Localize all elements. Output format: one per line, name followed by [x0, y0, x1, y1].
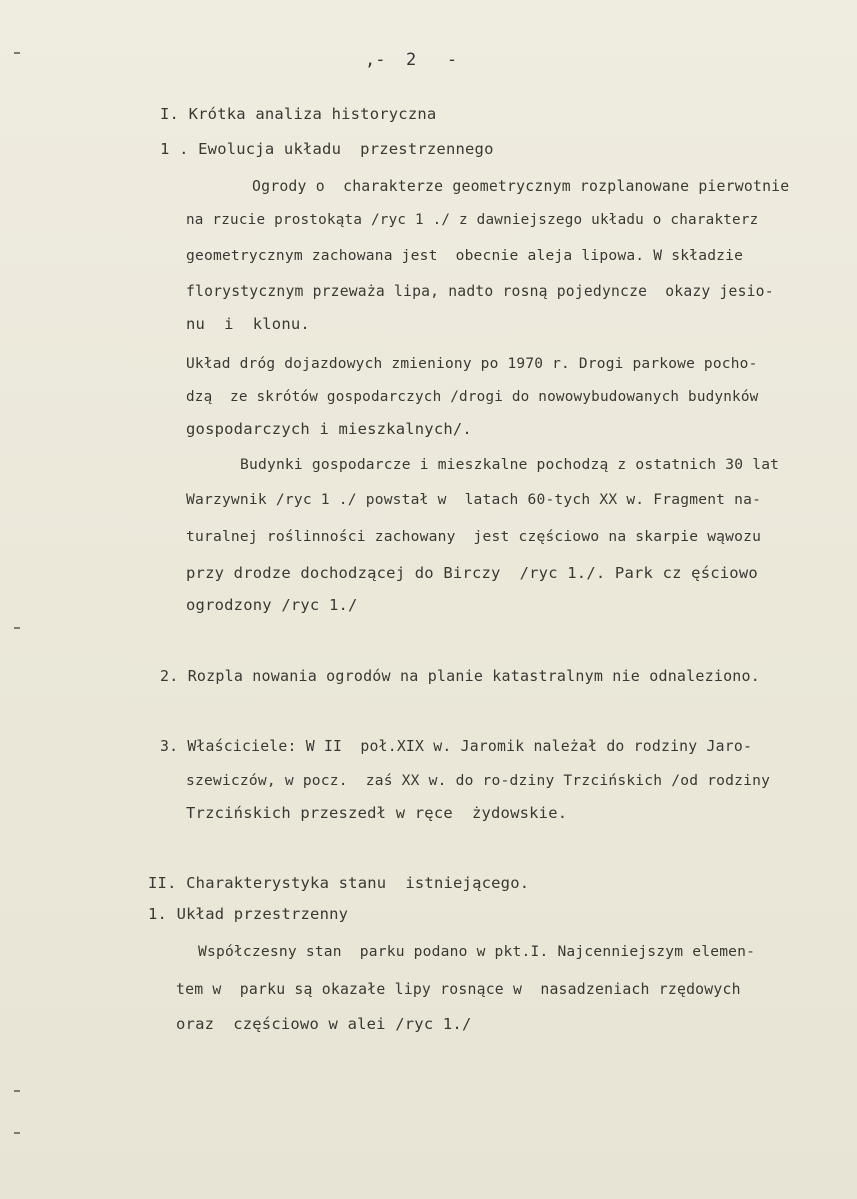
paragraph-line: na rzucie prostokąta /ryc 1 ./ z dawniejszego układu o charakterz	[186, 212, 759, 228]
paragraph-line: Ogrody o charakterze geometrycznym rozplanowane pierwotnie	[252, 178, 790, 195]
paragraph-line: dzą ze skrótów gospodarczych /drogi do nowowybudowanych budynków	[186, 389, 759, 405]
paragraph-line: Warzywnik /ryc 1 ./ powstał w latach 60-tych XX w. Fragment na-	[186, 491, 762, 508]
section-heading-2: II. Charakterystyka stanu istniejącego.	[148, 874, 530, 892]
paragraph-line: Trzcińskich przeszedł w ręce żydowskie.	[186, 804, 568, 822]
margin-mark	[14, 52, 20, 54]
margin-mark	[14, 1132, 20, 1134]
paragraph-line: przy drodze dochodzącej do Birczy /ryc 1./. Park cz ęściowo	[186, 564, 758, 582]
paragraph-line: Układ dróg dojazdowych zmieniony po 1970 r. Drogi parkowe pocho-	[186, 356, 758, 372]
paragraph-line: geometrycznym zachowana jest obecnie aleja lipowa. W składzie	[186, 247, 744, 264]
paragraph-line: szewiczów, w pocz. zaś XX w. do ro-dziny Trzcińskich /od rodziny	[186, 772, 771, 789]
section-heading-1: I. Krótka analiza historyczna	[160, 105, 437, 123]
paragraph-line: florystycznym przeważa lipa, nadto rosną pojedyncze okazy jesio-	[186, 283, 774, 300]
paragraph-line: ogrodzony /ryc 1./	[186, 596, 358, 614]
margin-mark	[14, 627, 20, 629]
paragraph-line: turalnej roślinności zachowany jest częściowo na skarpie wąwozu	[186, 528, 762, 545]
page-number: ,- 2 -	[365, 50, 458, 70]
margin-mark	[14, 1090, 20, 1092]
paragraph-line: oraz częściowo w alei /ryc 1./	[176, 1015, 472, 1033]
subsection-heading-2: 1. Układ przestrzenny	[148, 905, 349, 923]
subsection-heading-1: 1 . Ewolucja układu przestrzennego	[160, 140, 494, 158]
paragraph-line: gospodarczych i mieszkalnych/.	[186, 420, 472, 438]
paragraph-line: nu i klonu.	[186, 315, 310, 333]
paragraph-line: Współczesny stan parku podano w pkt.I. Najcenniejszym elemen-	[198, 943, 756, 960]
numbered-item-2: 2. Rozpla nowania ogrodów na planie katastralnym nie odnaleziono.	[160, 667, 760, 685]
numbered-item-3: 3. Właściciele: W II poł.XIX w. Jaromik należał do rodziny Jaro-	[160, 738, 753, 755]
paragraph-line: tem w parku są okazałe lipy rosnące w nasadzeniach rzędowych	[176, 981, 741, 998]
paragraph-line: Budynki gospodarcze i mieszkalne pochodzą z ostatnich 30 lat	[240, 456, 780, 473]
